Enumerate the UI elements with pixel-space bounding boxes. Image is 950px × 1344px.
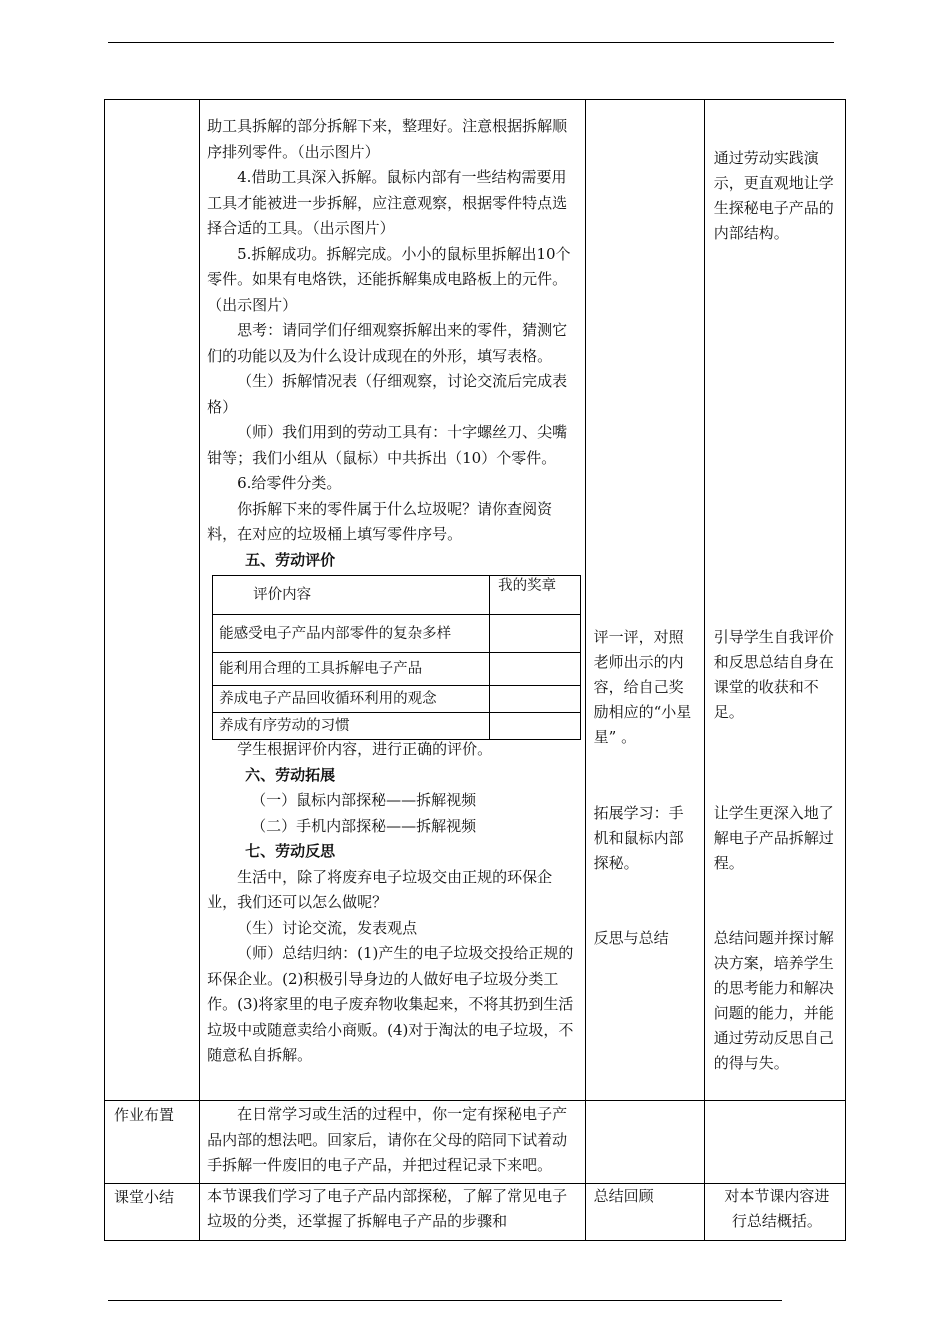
intent-practice: 通过劳动实践演示，更直观地让学生探秘电子产品的内部结构。 bbox=[713, 149, 834, 242]
paragraph: （生）讨论交流，发表观点 bbox=[237, 918, 418, 937]
student-activity-cell bbox=[585, 100, 704, 1101]
homework-text: 在日常学习或生活的过程中，你一定有探秘电子产品内部的想法吧。回家后，请你在父母的陪同下试着动手拆解一件废旧的电子产品，并把过程记录下来吧。 bbox=[207, 1105, 568, 1174]
section-heading-eval: 五、劳动评价 bbox=[245, 550, 336, 569]
summary-intent: 对本节课内容进行总结概括。 bbox=[724, 1186, 830, 1230]
list-item: （一）鼠标内部探秘——拆解视频 bbox=[251, 791, 477, 809]
header-rule bbox=[108, 42, 834, 43]
homework-empty-4 bbox=[704, 1101, 845, 1184]
paragraph: （生）拆解情况表（仔细观察，讨论交流后完成表格） bbox=[207, 372, 568, 416]
intent-expand: 让学生更深入地了解电子产品拆解过程。 bbox=[713, 804, 834, 872]
homework-empty-3 bbox=[585, 1101, 704, 1184]
eval-item: 养成有序劳动的习惯 bbox=[213, 713, 490, 740]
teaching-content-cell bbox=[200, 100, 586, 1101]
lesson-plan-table bbox=[104, 99, 846, 1241]
table-row bbox=[213, 686, 581, 713]
paragraph: 6.给零件分类。 bbox=[237, 474, 342, 492]
homework-label: 作业布置 bbox=[105, 1101, 200, 1184]
student-eval: 评一评，对照老师出示的内容，给自己奖励相应的“小星星” 。 bbox=[593, 628, 692, 746]
paragraph: （师）我们用到的劳动工具有：十字螺丝刀、尖嘴钳等；我们小组从（鼠标）中共拆出（10）个零件。 bbox=[207, 423, 568, 467]
paragraph: 学生根据评价内容，进行正确的评价。 bbox=[237, 740, 493, 758]
eval-header-content: 评价内容 bbox=[213, 576, 490, 615]
intent-eval: 引导学生自我评价和反思总结自身在课堂的收获和不足。 bbox=[713, 628, 834, 721]
summary-review: 总结回顾 bbox=[593, 1186, 654, 1205]
eval-item: 能感受电子产品内部零件的复杂多样 bbox=[213, 615, 490, 653]
evaluation-table bbox=[212, 575, 581, 740]
table-row bbox=[105, 1183, 846, 1240]
table-row bbox=[213, 615, 581, 653]
student-reflect: 反思与总结 bbox=[593, 929, 669, 947]
stage-cell-empty bbox=[105, 100, 200, 1101]
paragraph: 思考：请同学们仔细观察拆解出来的零件，猜测它们的功能以及为什么设计成现在的外形，填写表格。 bbox=[207, 321, 568, 365]
table-row bbox=[213, 713, 581, 740]
eval-header-award: 我的奖章 bbox=[490, 576, 581, 615]
student-expand: 拓展学习：手机和鼠标内部探秘。 bbox=[593, 804, 684, 872]
homework-cell bbox=[200, 1101, 586, 1184]
table-row bbox=[213, 653, 581, 686]
summary-text: 本节课我们学习了电子产品内部探秘，了解了常见电子垃圾的分类，还掌握了拆解电子产品的步骤和 bbox=[207, 1186, 568, 1230]
paragraph: 5.拆解成功。拆解完成。小小的鼠标里拆解出10个零件。如果有电烙铁，还能拆解集成电路板上的元件。（出示图片） bbox=[207, 244, 571, 314]
paragraph: 你拆解下来的零件属于什么垃圾呢？请你查阅资料，在对应的垃圾桶上填写零件序号。 bbox=[207, 499, 553, 543]
table-row bbox=[105, 100, 846, 1101]
list-item: （二）手机内部探秘——拆解视频 bbox=[251, 816, 477, 835]
paragraph: 4.借助工具深入拆解。鼠标内部有一些结构需要用工具才能被进一步拆解，应注意观察，根据零件特点选择合适的工具。（出示图片） bbox=[207, 168, 568, 237]
section-heading-reflect: 七、劳动反思 bbox=[245, 842, 336, 860]
eval-item: 养成电子产品回收循环利用的观念 bbox=[213, 686, 490, 713]
summary-col3 bbox=[585, 1183, 704, 1240]
table-row bbox=[105, 1101, 846, 1184]
award-cell[interactable] bbox=[490, 615, 581, 653]
footer-rule bbox=[108, 1300, 782, 1301]
summary-label: 课堂小结 bbox=[105, 1183, 200, 1240]
award-cell[interactable] bbox=[490, 653, 581, 686]
paragraph: （师）总结归纳：(1)产生的电子垃圾交投给正规的环保企业。(2)积极引导身边的人做好电子垃圾分类工作。(3)将家里的电子废弃物收集起来，不将其扔到生活垃圾中或随意卖给小商贩。(4)对于淘汰的电子垃圾，不随意私自拆解。 bbox=[207, 944, 574, 1064]
paragraph: 助工具拆解的部分拆解下来，整理好。注意根据拆解顺序排列零件。（出示图片） bbox=[207, 117, 568, 161]
summary-cell bbox=[200, 1183, 586, 1240]
section-heading-expand: 六、劳动拓展 bbox=[245, 765, 336, 784]
design-intent-cell bbox=[704, 100, 845, 1101]
award-cell[interactable] bbox=[490, 713, 581, 740]
intent-reflect: 总结问题并探讨解决方案，培养学生的思考能力和解决问题的能力，并能通过劳动反思自己的得与失。 bbox=[713, 929, 834, 1072]
paragraph: 生活中，除了将废弃电子垃圾交由正规的环保企业，我们还可以怎么做呢？ bbox=[207, 867, 553, 911]
award-cell[interactable] bbox=[490, 686, 581, 713]
table-row bbox=[213, 576, 581, 615]
eval-item: 能利用合理的工具拆解电子产品 bbox=[213, 653, 490, 686]
summary-col4 bbox=[704, 1183, 845, 1240]
